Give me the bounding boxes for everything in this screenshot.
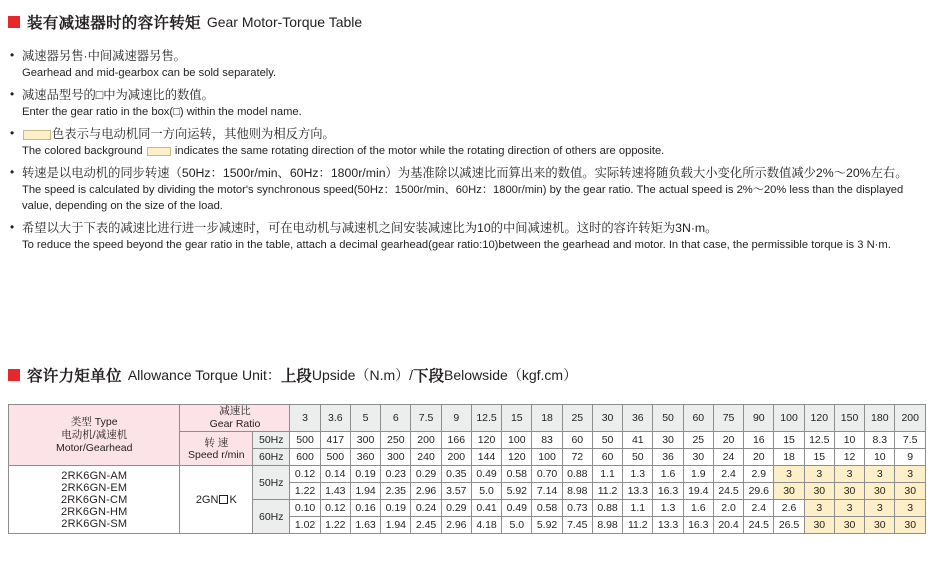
torque-table xyxy=(8,404,926,534)
speed-value-60hz: 15 xyxy=(804,449,834,466)
torque-belowside-value: 1.02 xyxy=(290,517,320,534)
note-item xyxy=(10,220,925,253)
section-heading-torque-table xyxy=(8,11,362,33)
speed-value-50hz: 20 xyxy=(713,432,743,449)
torque-belowside-value: 30 xyxy=(865,517,895,534)
note-en-with-swatch xyxy=(10,143,925,159)
section2-upside-en: Upside（N.m）/ xyxy=(311,367,414,383)
section1-title-en: Gear Motor-Torque Table xyxy=(206,14,363,30)
torque-upside-value: 0.49 xyxy=(471,466,501,483)
torque-upside-value: 1.9 xyxy=(683,466,713,483)
motor-model-list: 2RK6GN-AM 2RK6GN-EM 2RK6GN-CM 2RK6GN-HM 2RK6GN-SM xyxy=(9,466,180,534)
header-ratio-value: 75 xyxy=(713,405,743,432)
torque-upside-value: 1.6 xyxy=(653,466,683,483)
note-cn-text: 色表示与电动机同一方向运转，其他则为相反方向。 xyxy=(52,127,335,141)
speed-value-50hz: 250 xyxy=(381,432,411,449)
torque-belowside-value: 30 xyxy=(804,517,834,534)
speed-value-50hz: 25 xyxy=(683,432,713,449)
note-cn: • 减速品型号的□中为减速比的数值。 xyxy=(10,87,925,104)
note-en: Gearhead and mid-gearbox can be sold separately. xyxy=(22,67,277,79)
torque-belowside-value: 2.45 xyxy=(411,517,441,534)
note-en: To reduce the speed beyond the gear ratio in the table, attach a decimal gearhead(gear ratio:10)between the gearhead and motor. In that case, the permissible torque is 3 N·m. xyxy=(22,239,891,251)
speed-value-50hz: 41 xyxy=(623,432,653,449)
torque-belowside-value: 19.4 xyxy=(683,483,713,500)
header-ratio-value: 30 xyxy=(592,405,622,432)
header-ratio-value: 36 xyxy=(623,405,653,432)
torque-belowside-value: 30 xyxy=(774,483,804,500)
header-gear-ratio-cell: 减速比 Gear Ratio xyxy=(180,405,290,432)
note-cn: • 转速是以电动机的同步转速（50Hz：1500r/min、60Hz：1800r/min）为基准除以减速比而算出来的数值。实际转速将随负载大小变化所示数值减少2%～20%左右。 xyxy=(10,165,925,182)
torque-upside-value: 2.4 xyxy=(713,466,743,483)
torque-belowside-value: 5.92 xyxy=(502,483,532,500)
torque-belowside-value: 8.98 xyxy=(562,483,592,500)
header-ratio-value: 5 xyxy=(350,405,380,432)
speed-value-50hz: 300 xyxy=(350,432,380,449)
torque-belowside-value: 8.98 xyxy=(592,517,622,534)
speed-value-50hz: 15 xyxy=(774,432,804,449)
header-ratio-value: 200 xyxy=(895,405,926,432)
header-ratio-value: 7.5 xyxy=(411,405,441,432)
torque-upside-value: 3 xyxy=(895,500,926,517)
speed-value-50hz: 50 xyxy=(592,432,622,449)
header-ratio-value: 3.6 xyxy=(320,405,350,432)
note-item-color-legend xyxy=(10,126,925,159)
torque-belowside-value: 1.22 xyxy=(290,483,320,500)
section2-title-en: Allowance Torque Unit： xyxy=(127,367,281,383)
torque-belowside-value: 5.0 xyxy=(471,483,501,500)
header-ratio-value: 18 xyxy=(532,405,562,432)
speed-value-50hz: 10 xyxy=(834,432,864,449)
header-ratio-value: 60 xyxy=(683,405,713,432)
speed-value-60hz: 9 xyxy=(895,449,926,466)
torque-upside-value: 0.24 xyxy=(411,500,441,517)
red-square-marker-icon xyxy=(8,369,20,381)
torque-upside-value: 3 xyxy=(865,466,895,483)
speed-value-60hz: 120 xyxy=(502,449,532,466)
speed-value-50hz: 7.5 xyxy=(895,432,926,449)
header-ratio-value: 3 xyxy=(290,405,320,432)
note-cn: • 希望以大于下表的减速比进行进一步减速时，可在电动机与减速机之间安装减速比为10的中间减速机。这时的容许转矩为3N·m。 xyxy=(10,220,925,237)
torque-belowside-value: 5.0 xyxy=(502,517,532,534)
speed-value-60hz: 300 xyxy=(381,449,411,466)
torque-upside-value: 0.88 xyxy=(562,466,592,483)
torque-belowside-value: 29.6 xyxy=(744,483,774,500)
torque-upside-value: 0.70 xyxy=(532,466,562,483)
torque-upside-value: 3 xyxy=(804,500,834,517)
color-swatch-icon xyxy=(23,130,51,140)
torque-belowside-value: 1.43 xyxy=(320,483,350,500)
torque-belowside-value: 2.35 xyxy=(381,483,411,500)
torque-belowside-value: 30 xyxy=(834,517,864,534)
note-item xyxy=(10,87,925,120)
header-ratio-value: 100 xyxy=(774,405,804,432)
header-hz-60: 60Hz xyxy=(253,449,290,466)
section1-title-cn: 装有减速器时的容许转矩 xyxy=(27,15,201,32)
note-en-text-after: indicates the same rotating direction of the motor while the rotating direction of others are opposite. xyxy=(174,145,665,157)
section2-title-cn: 容许力矩单位 xyxy=(27,368,122,385)
torque-belowside-value: 16.3 xyxy=(683,517,713,534)
speed-value-50hz: 120 xyxy=(471,432,501,449)
section2-upside-cn: 上段 xyxy=(280,368,312,385)
torque-upside-value: 1.3 xyxy=(653,500,683,517)
torque-belowside-value: 7.14 xyxy=(532,483,562,500)
torque-upside-value: 0.19 xyxy=(350,466,380,483)
speed-value-50hz: 8.3 xyxy=(865,432,895,449)
speed-value-50hz: 83 xyxy=(532,432,562,449)
torque-upside-value: 0.49 xyxy=(502,500,532,517)
torque-upside-value: 0.10 xyxy=(290,500,320,517)
torque-belowside-value: 24.5 xyxy=(713,483,743,500)
torque-belowside-value: 5.92 xyxy=(532,517,562,534)
speed-value-60hz: 20 xyxy=(744,449,774,466)
torque-table-wrapper xyxy=(8,404,926,534)
header-ratio-value: 150 xyxy=(834,405,864,432)
header-ratio-value: 15 xyxy=(502,405,532,432)
row-hz-label: 60Hz xyxy=(253,500,290,534)
speed-value-50hz: 60 xyxy=(562,432,592,449)
note-item xyxy=(10,48,925,81)
torque-upside-value: 3 xyxy=(834,500,864,517)
torque-belowside-value: 13.3 xyxy=(653,517,683,534)
torque-upside-value: 1.1 xyxy=(623,500,653,517)
torque-upside-value: 1.6 xyxy=(683,500,713,517)
speed-value-60hz: 12 xyxy=(834,449,864,466)
torque-upside-value: 0.73 xyxy=(562,500,592,517)
torque-upside-value: 1.3 xyxy=(623,466,653,483)
header-ratio-value: 9 xyxy=(441,405,471,432)
torque-upside-value: 1.1 xyxy=(592,466,622,483)
torque-belowside-value: 13.3 xyxy=(623,483,653,500)
torque-upside-value: 0.23 xyxy=(381,466,411,483)
table-header-row xyxy=(9,405,926,432)
row-hz-label: 50Hz xyxy=(253,466,290,500)
table-row xyxy=(9,466,926,483)
torque-belowside-value: 30 xyxy=(895,483,926,500)
torque-belowside-value: 2.96 xyxy=(411,483,441,500)
speed-value-60hz: 144 xyxy=(471,449,501,466)
torque-upside-value: 2.4 xyxy=(744,500,774,517)
section2-belowside-en: Belowside（kgf.cm） xyxy=(444,367,578,383)
torque-belowside-value: 30 xyxy=(865,483,895,500)
note-en: The speed is calculated by dividing the motor's synchronous speed(50Hz：1500r/min、60Hz：1800r/min) by the gear ratio. The actual speed is 2%～20% less than the displayed value, depending on the size of the load. xyxy=(22,184,904,212)
speed-value-60hz: 600 xyxy=(290,449,320,466)
header-ratio-value: 12.5 xyxy=(471,405,501,432)
speed-value-60hz: 200 xyxy=(441,449,471,466)
speed-value-50hz: 12.5 xyxy=(804,432,834,449)
torque-upside-value: 3 xyxy=(774,466,804,483)
speed-value-50hz: 500 xyxy=(290,432,320,449)
torque-belowside-value: 1.63 xyxy=(350,517,380,534)
speed-value-50hz: 100 xyxy=(502,432,532,449)
speed-value-50hz: 417 xyxy=(320,432,350,449)
speed-value-60hz: 10 xyxy=(865,449,895,466)
header-ratio-value: 25 xyxy=(562,405,592,432)
speed-value-60hz: 60 xyxy=(592,449,622,466)
speed-value-60hz: 72 xyxy=(562,449,592,466)
speed-value-60hz: 360 xyxy=(350,449,380,466)
torque-upside-value: 0.41 xyxy=(471,500,501,517)
torque-upside-value: 0.58 xyxy=(532,500,562,517)
torque-belowside-value: 16.3 xyxy=(653,483,683,500)
notes-list xyxy=(10,48,925,259)
speed-value-60hz: 36 xyxy=(653,449,683,466)
torque-belowside-value: 30 xyxy=(895,517,926,534)
gearhead-model: 2GN K xyxy=(180,466,253,534)
torque-belowside-value: 20.4 xyxy=(713,517,743,534)
torque-upside-value: 0.29 xyxy=(441,500,471,517)
torque-belowside-value: 3.57 xyxy=(441,483,471,500)
speed-value-60hz: 50 xyxy=(623,449,653,466)
section-heading-torque-unit xyxy=(8,364,577,386)
torque-upside-value: 0.12 xyxy=(290,466,320,483)
torque-upside-value: 2.9 xyxy=(744,466,774,483)
speed-value-60hz: 24 xyxy=(713,449,743,466)
torque-upside-value: 0.58 xyxy=(502,466,532,483)
speed-value-50hz: 30 xyxy=(653,432,683,449)
header-type-cell: 类型 Type 电动机/减速机 Motor/Gearhead xyxy=(9,405,180,466)
torque-belowside-value: 30 xyxy=(834,483,864,500)
torque-upside-value: 2.0 xyxy=(713,500,743,517)
torque-upside-value: 0.12 xyxy=(320,500,350,517)
torque-belowside-value: 4.18 xyxy=(471,517,501,534)
speed-value-60hz: 30 xyxy=(683,449,713,466)
speed-value-50hz: 16 xyxy=(744,432,774,449)
torque-belowside-value: 1.94 xyxy=(350,483,380,500)
note-cn: • 减速器另售·中间减速器另售。 xyxy=(10,48,925,65)
speed-value-60hz: 18 xyxy=(774,449,804,466)
torque-belowside-value: 11.2 xyxy=(623,517,653,534)
torque-belowside-value: 2.96 xyxy=(441,517,471,534)
torque-upside-value: 3 xyxy=(865,500,895,517)
torque-upside-value: 0.29 xyxy=(411,466,441,483)
header-ratio-value: 120 xyxy=(804,405,834,432)
note-item xyxy=(10,165,925,214)
note-en-text-before: The colored background xyxy=(22,145,143,157)
speed-value-60hz: 500 xyxy=(320,449,350,466)
torque-belowside-value: 24.5 xyxy=(744,517,774,534)
red-square-marker-icon xyxy=(8,16,20,28)
torque-belowside-value: 1.94 xyxy=(381,517,411,534)
header-hz-50: 50Hz xyxy=(253,432,290,449)
torque-upside-value: 3 xyxy=(895,466,926,483)
torque-belowside-value: 30 xyxy=(804,483,834,500)
torque-upside-value: 0.35 xyxy=(441,466,471,483)
torque-upside-value: 3 xyxy=(804,466,834,483)
torque-belowside-value: 1.22 xyxy=(320,517,350,534)
torque-belowside-value: 26.5 xyxy=(774,517,804,534)
speed-value-60hz: 240 xyxy=(411,449,441,466)
speed-value-50hz: 200 xyxy=(411,432,441,449)
speed-value-50hz: 166 xyxy=(441,432,471,449)
torque-upside-value: 0.88 xyxy=(592,500,622,517)
torque-belowside-value: 11.2 xyxy=(592,483,622,500)
torque-upside-value: 2.6 xyxy=(774,500,804,517)
torque-belowside-value: 7.45 xyxy=(562,517,592,534)
torque-upside-value: 0.19 xyxy=(381,500,411,517)
header-ratio-value: 50 xyxy=(653,405,683,432)
torque-upside-value: 3 xyxy=(834,466,864,483)
section2-belowside-cn: 下段 xyxy=(413,368,445,385)
header-ratio-value: 90 xyxy=(744,405,774,432)
speed-value-60hz: 100 xyxy=(532,449,562,466)
color-swatch-icon xyxy=(147,147,171,156)
header-ratio-value: 180 xyxy=(865,405,895,432)
note-cn-with-swatch xyxy=(10,126,925,143)
note-en: Enter the gear ratio in the box(□) within the model name. xyxy=(22,106,302,118)
torque-upside-value: 0.16 xyxy=(350,500,380,517)
header-speed-cell: 转 速 Speed r/min xyxy=(180,432,253,466)
header-ratio-value: 6 xyxy=(381,405,411,432)
torque-upside-value: 0.14 xyxy=(320,466,350,483)
